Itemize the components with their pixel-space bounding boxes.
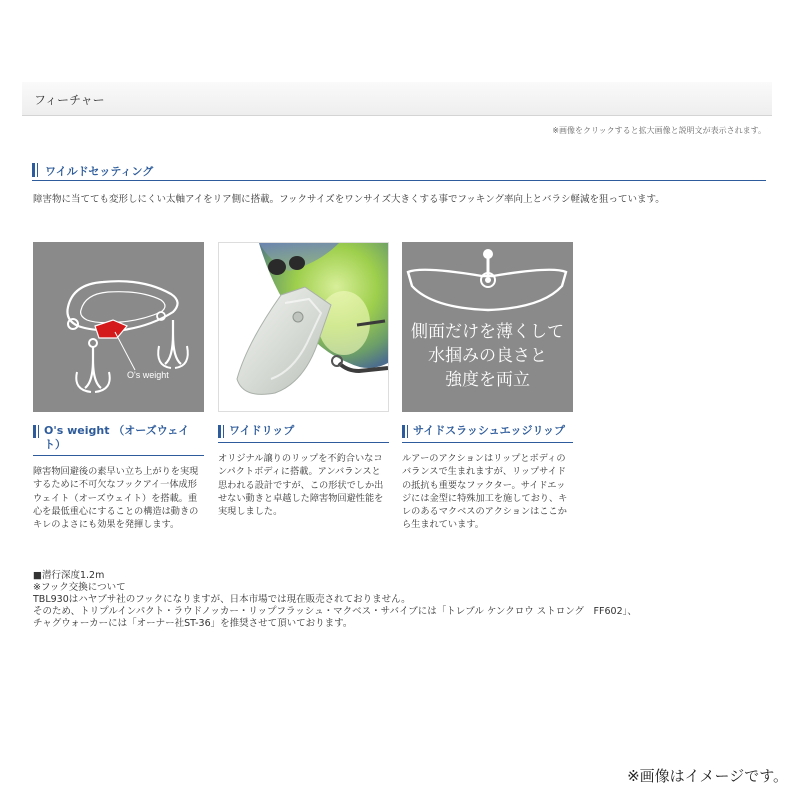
lure-outline-diagram	[33, 242, 204, 412]
click-hint-text: ※画像をクリックすると拡大画像と説明文が表示されます。	[552, 126, 766, 135]
heading-accent-line	[223, 425, 224, 438]
note-line: ■潜行深度1.2m	[33, 570, 105, 581]
lure-lip-photo	[219, 243, 388, 411]
feature-description: ルアーのアクションはリップとボディのバランスで生まれますが、リップサイドの抵抗も重要なファクター。サイドエッジには金型に特殊加工を施しており、キレのあるマクベスのアクションはここから生まれています。	[402, 453, 568, 531]
section-title: ワイルドセッティング	[45, 165, 154, 178]
heading-accent-bar	[218, 425, 221, 438]
heading-accent-bar	[33, 425, 36, 438]
note-line: ※フック交換について	[33, 582, 126, 593]
lip-image-caption-line: 強度を両立	[445, 370, 530, 390]
feature-heading	[33, 424, 204, 456]
lip-image-caption	[402, 320, 573, 392]
section-description: 障害物に当てても変形しにくい太軸アイをリア側に搭載。フックサイズをワンサイズ大きくする事でフッキング率向上とバラシ軽減を狙っています。	[33, 194, 665, 205]
feature-card-side-slash-edge-lip	[402, 242, 573, 532]
side-slash-lip-diagram-image[interactable]	[402, 242, 573, 412]
feature-heading	[218, 424, 389, 443]
lip-image-caption-line: 水掴みの良さと	[428, 346, 547, 366]
note-line: TBL930はハヤブサ社のフックになりますが、日本市場では現在販売されておりません。	[33, 594, 411, 605]
note-line: そのため、トリプルインパクト・ラウドノッカー・リップフラッシュ・マクベス・サバイブには「トレブル ケンクロウ ストロング FF602」、	[33, 606, 637, 617]
heading-accent-line	[407, 425, 408, 438]
feature-title: O's weight （オーズウェイト）	[44, 424, 190, 451]
feature-title: ワイドリップ	[229, 424, 295, 437]
feature-card-wide-lip	[218, 242, 389, 518]
feature-description: 障害物回避後の素早い立ち上がりを実現するために不可欠なフックアイ一体成形ウェイト（オーズウェイト）を搭載。重心を最低重心にすることの構造は動きのキレのよさにも効果を発揮します。	[33, 466, 199, 531]
wide-lip-photo[interactable]	[218, 242, 389, 412]
os-weight-diagram-image[interactable]	[33, 242, 204, 412]
heading-accent-line	[37, 163, 38, 177]
feature-description: オリジナル譲りのリップを不釣合いなコンパクトボディに搭載。アンバランスと思われる設計ですが、この形状でしか出せない動きと卓越した障害物回避性能を実現しました。	[218, 453, 384, 518]
features-heading: フィーチャー	[34, 93, 105, 107]
heading-accent-bar	[32, 163, 35, 177]
os-weight-image-label: O's weight	[127, 370, 169, 380]
features-header-bar	[22, 82, 772, 116]
feature-title: サイドスラッシュエッジリップ	[413, 424, 566, 437]
spec-notes	[33, 570, 773, 630]
section-heading	[32, 162, 766, 181]
feature-card-os-weight	[33, 242, 204, 531]
heading-accent-bar	[402, 425, 405, 438]
image-disclaimer: ※画像はイメージです。	[627, 767, 788, 785]
heading-accent-line	[38, 425, 39, 438]
lip-image-caption-line: 側面だけを薄くして	[411, 322, 564, 342]
note-line: チャグウォーカーには「オーナー社ST-36」を推奨させて頂いております。	[33, 618, 353, 629]
feature-heading	[402, 424, 573, 443]
